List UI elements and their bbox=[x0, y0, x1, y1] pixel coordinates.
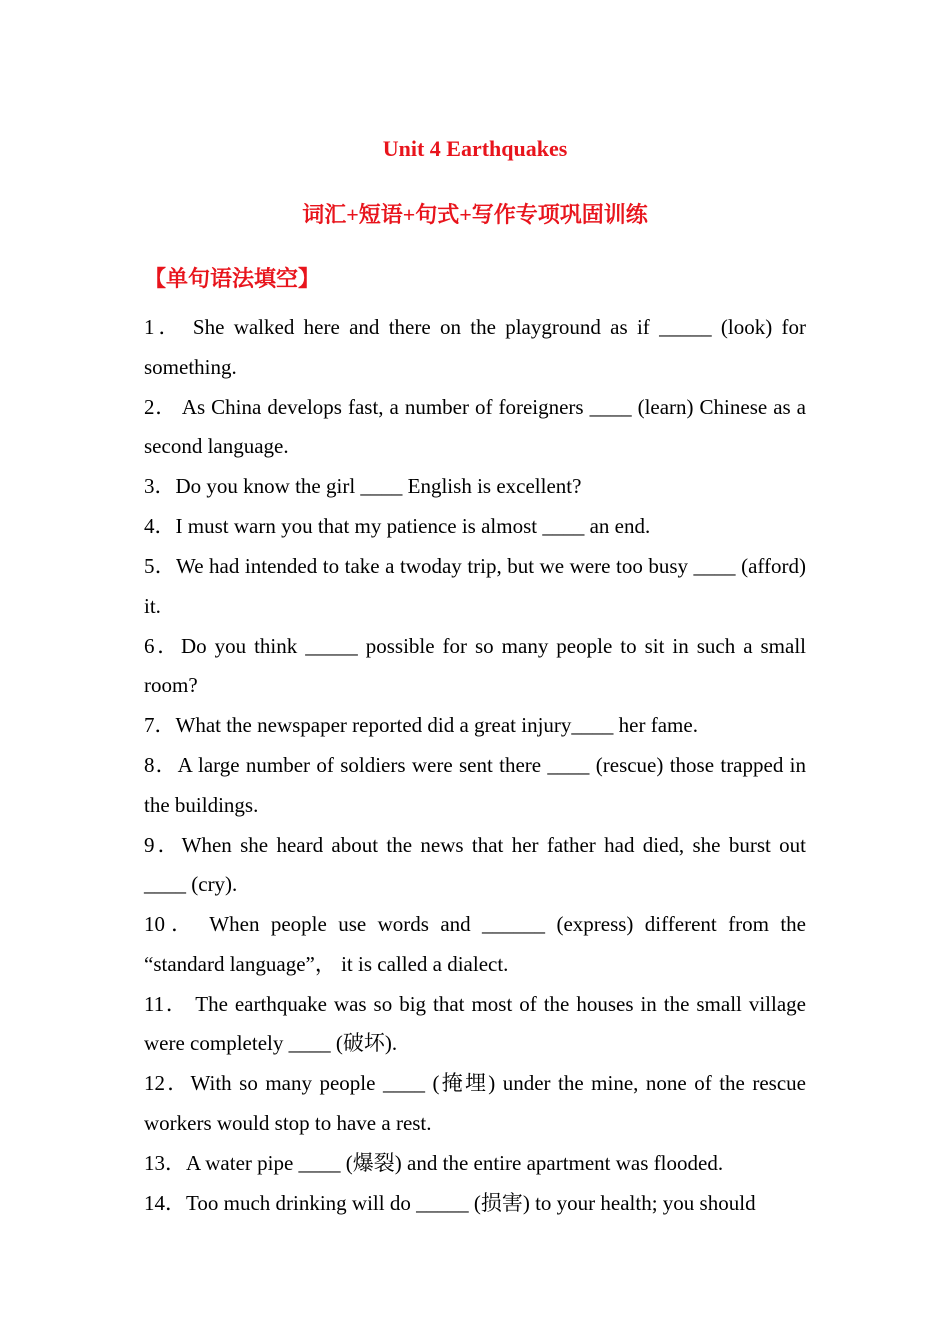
question-item: 1． She walked here and there on the playground as if _____ (look) for something. bbox=[144, 315, 806, 379]
question-item: 9．When she heard about the news that her father had died, she burst out ____ (cry). bbox=[144, 832, 806, 896]
section-heading: 【单句语法填空】 bbox=[144, 266, 321, 291]
question-item: 5．We had intended to take a twoday trip, but we were too busy ____ (afford) it. bbox=[144, 554, 806, 618]
question-item: 3．Do you know the girl ____ English is excellent? bbox=[144, 474, 582, 498]
question-list bbox=[144, 308, 806, 1224]
question-item: 13．A water pipe ____ (爆裂) and the entire apartment was flooded. bbox=[144, 1150, 724, 1175]
question-item: 6．Do you think _____ possible for so many people to sit in such a small room? bbox=[144, 633, 806, 697]
question-item: 8．A large number of soldiers were sent there ____ (rescue) those trapped in the buildings. bbox=[144, 753, 806, 817]
question-item: 14．Too much drinking will do _____ (损害) to your health; you should bbox=[144, 1190, 756, 1215]
question-item: 12．With so many people ____ (掩埋) under the mine, none of the rescue workers would stop to have a rest. bbox=[144, 1071, 806, 1135]
question-item: 4．I must warn you that my patience is almost ____ an end. bbox=[144, 514, 651, 538]
question-item: 2． As China develops fast, a number of foreigners ____ (learn) Chinese as a second language. bbox=[144, 394, 806, 458]
question-item: 7．What the newspaper reported did a great injury____ her fame. bbox=[144, 713, 698, 737]
document-subtitle: 词汇+短语+句式+写作专项巩固训练 bbox=[302, 202, 648, 227]
document-title: Unit 4 Earthquakes bbox=[382, 136, 568, 161]
question-item: 11． The earthquake was so big that most of the houses in the small village were completely ____ (破坏). bbox=[144, 991, 806, 1055]
question-item: 10． When people use words and ______ (express) different from the “standard language”， it is called a dialect. bbox=[144, 912, 806, 976]
